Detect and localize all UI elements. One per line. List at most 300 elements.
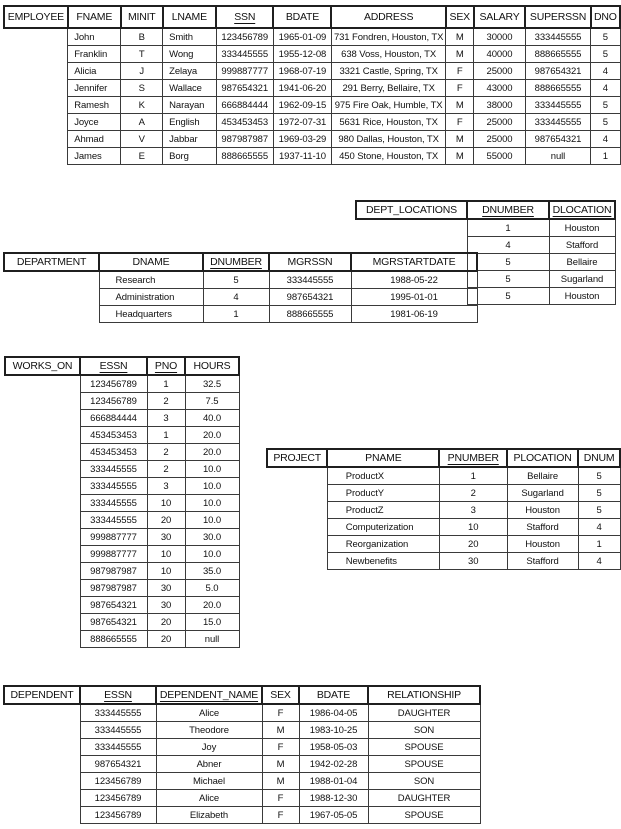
dependent-cell-essn: 123456789 (80, 807, 156, 824)
works_on-cell-pno: 30 (147, 529, 185, 546)
dependent-cell-sex: F (262, 807, 299, 824)
column-label: BDATE (316, 689, 351, 701)
label-column-spacer (356, 237, 467, 254)
employee-cell-ssn: 987987987 (216, 131, 273, 148)
employee-cell-lname: Smith (163, 28, 216, 46)
project-column-header-pnumber (439, 449, 507, 467)
employee-cell-lname: Jabbar (163, 131, 216, 148)
label-column-spacer (4, 97, 68, 114)
dependent-cell-dependent_name: Theodore (156, 722, 262, 739)
employee-cell-bdate: 1969-03-29 (273, 131, 331, 148)
dependent-cell-bdate: 1958-05-03 (299, 739, 368, 756)
employee-cell-salary: 55000 (474, 148, 526, 165)
label-column-spacer (4, 63, 68, 80)
employee-cell-minit: V (121, 131, 163, 148)
project-row (267, 485, 620, 502)
label-column-spacer (5, 495, 80, 512)
works_on-cell-pno: 2 (147, 393, 185, 410)
employee-cell-lname: Wong (163, 46, 216, 63)
employee-cell-ssn: 453453453 (216, 114, 273, 131)
employee-cell-dno: 5 (591, 28, 620, 46)
primary-key-column-label: DNUMBER (210, 256, 262, 268)
dependent-table-name: DEPENDENT (4, 686, 80, 704)
department-relation-table (3, 252, 478, 323)
dept_locations-cell-dlocation: Bellaire (549, 254, 615, 271)
department-cell-dname: Administration (99, 289, 203, 306)
dependent-cell-bdate: 1967-05-05 (299, 807, 368, 824)
employee-column-header-sex (446, 6, 474, 28)
employee-cell-lname: Wallace (163, 80, 216, 97)
works_on-cell-essn: 333445555 (80, 495, 147, 512)
dependent-cell-dependent_name: Joy (156, 739, 262, 756)
works_on-cell-pno: 3 (147, 478, 185, 495)
employee-cell-salary: 25000 (474, 131, 526, 148)
column-label: RELATIONSHIP (387, 689, 461, 701)
employee-cell-minit: E (121, 148, 163, 165)
label-column-spacer (5, 478, 80, 495)
label-column-spacer (5, 597, 80, 614)
works_on-table-name: WORKS_ON (5, 357, 80, 375)
department-cell-dnumber: 1 (203, 306, 269, 323)
dependent-cell-essn: 333445555 (80, 739, 156, 756)
label-column-spacer (267, 536, 327, 553)
employee-column-header-salary (474, 6, 526, 28)
dept_locations-column-header-dnumber (467, 201, 549, 219)
department-cell-dnumber: 5 (203, 271, 269, 289)
column-label: LNAME (171, 11, 207, 23)
dependent-cell-sex: M (262, 722, 299, 739)
employee-cell-lname: Zelaya (163, 63, 216, 80)
label-column-spacer (5, 461, 80, 478)
dependent-table (3, 685, 481, 824)
employee-column-header-dno (591, 6, 620, 28)
employee-cell-address: 3321 Castle, Spring, TX (331, 63, 445, 80)
employee-cell-dno: 4 (591, 63, 620, 80)
employee-cell-superssn: 333445555 (525, 28, 590, 46)
works_on-cell-hours: 15.0 (185, 614, 239, 631)
employee-cell-sex: F (446, 80, 474, 97)
works_on-row (5, 631, 239, 648)
dept_locations-table-name: DEPT_LOCATIONS (356, 201, 467, 219)
label-column-spacer (4, 790, 80, 807)
employee-cell-sex: M (446, 28, 474, 46)
employee-cell-bdate: 1962-09-15 (273, 97, 331, 114)
dependent-row (4, 704, 480, 722)
works_on-row (5, 495, 239, 512)
label-column-spacer (5, 614, 80, 631)
dependent-column-header-essn (80, 686, 156, 704)
works_on-cell-essn: 123456789 (80, 393, 147, 410)
works_on-cell-pno: 1 (147, 427, 185, 444)
project-cell-pname: Reorganization (327, 536, 439, 553)
employee-cell-fname: John (68, 28, 121, 46)
department-cell-mgrstartdate: 1995-01-01 (351, 289, 477, 306)
label-column-spacer (4, 722, 80, 739)
dept_locations-cell-dnumber: 4 (467, 237, 549, 254)
works_on-cell-essn: 333445555 (80, 478, 147, 495)
label-column-spacer (4, 289, 99, 306)
label-column-spacer (4, 114, 68, 131)
employee-cell-sex: M (446, 97, 474, 114)
employee-cell-fname: Joyce (68, 114, 121, 131)
label-column-spacer (4, 773, 80, 790)
works_on-cell-essn: 987987987 (80, 563, 147, 580)
works_on-cell-hours: 5.0 (185, 580, 239, 597)
employee-cell-address: 5631 Rice, Houston, TX (331, 114, 445, 131)
works_on-row (5, 410, 239, 427)
employee-cell-dno: 5 (591, 97, 620, 114)
dept_locations-cell-dnumber: 5 (467, 254, 549, 271)
dependent-column-header-sex (262, 686, 299, 704)
dependent-cell-sex: F (262, 739, 299, 756)
project-row (267, 519, 620, 536)
project-row (267, 502, 620, 519)
employee-cell-bdate: 1968-07-19 (273, 63, 331, 80)
column-label: SEX (449, 11, 470, 23)
employee-cell-salary: 38000 (474, 97, 526, 114)
works_on-row (5, 512, 239, 529)
employee-column-header-ssn (216, 6, 273, 28)
dependent-cell-relationship: SPOUSE (368, 807, 480, 824)
employee-cell-sex: M (446, 148, 474, 165)
project-column-header-plocation (507, 449, 578, 467)
employee-cell-address: 731 Fondren, Houston, TX (331, 28, 445, 46)
works_on-cell-hours: 10.0 (185, 546, 239, 563)
employee-cell-salary: 25000 (474, 63, 526, 80)
works_on-row (5, 546, 239, 563)
works_on-cell-pno: 30 (147, 597, 185, 614)
column-label: MINIT (127, 11, 156, 23)
department-table-name: DEPARTMENT (4, 253, 99, 271)
employee-cell-bdate: 1937-11-10 (273, 148, 331, 165)
label-column-spacer (267, 485, 327, 502)
dept_locations-cell-dnumber: 5 (467, 288, 549, 305)
works_on-column-header-hours (185, 357, 239, 375)
department-row (4, 271, 477, 289)
employee-relation-table (3, 5, 621, 165)
employee-cell-dno: 5 (591, 114, 620, 131)
works_on-row (5, 529, 239, 546)
column-label: HOURS (193, 360, 231, 372)
label-column-spacer (267, 553, 327, 570)
label-column-spacer (4, 80, 68, 97)
works_on-cell-pno: 30 (147, 580, 185, 597)
employee-cell-bdate: 1955-12-08 (273, 46, 331, 63)
dependent-cell-dependent_name: Alice (156, 704, 262, 722)
label-column-spacer (5, 427, 80, 444)
department-column-header-mgrssn (269, 253, 351, 271)
project-cell-plocation: Houston (507, 502, 578, 519)
project-column-header-dnum (578, 449, 620, 467)
dependent-cell-relationship: SON (368, 722, 480, 739)
works_on-cell-pno: 10 (147, 546, 185, 563)
works_on-cell-hours: 10.0 (185, 461, 239, 478)
employee-table (3, 5, 621, 165)
employee-row (4, 114, 620, 131)
employee-cell-ssn: 888665555 (216, 148, 273, 165)
employee-cell-minit: A (121, 114, 163, 131)
dependent-cell-essn: 333445555 (80, 704, 156, 722)
works_on-cell-essn: 666884444 (80, 410, 147, 427)
department-cell-mgrssn: 333445555 (269, 271, 351, 289)
employee-cell-address: 980 Dallas, Houston, TX (331, 131, 445, 148)
dependent-column-header-bdate (299, 686, 368, 704)
primary-key-column-label: DNUMBER (482, 204, 534, 216)
primary-key-column-label: ESSN (99, 360, 128, 372)
employee-cell-salary: 25000 (474, 114, 526, 131)
works_on-table (4, 356, 240, 648)
works_on-cell-hours: 7.5 (185, 393, 239, 410)
label-column-spacer (5, 529, 80, 546)
primary-key-column-label: ESSN (104, 689, 132, 701)
label-column-spacer (5, 444, 80, 461)
works_on-cell-essn: 888665555 (80, 631, 147, 648)
project-cell-pnumber: 1 (439, 467, 507, 485)
employee-column-header-address (331, 6, 445, 28)
dependent-cell-relationship: SON (368, 773, 480, 790)
employee-cell-ssn: 666884444 (216, 97, 273, 114)
column-label: DNUM (583, 452, 615, 464)
works_on-row (5, 393, 239, 410)
project-cell-pname: Newbenefits (327, 553, 439, 570)
label-column-spacer (4, 131, 68, 148)
works_on-row (5, 478, 239, 495)
department-cell-mgrssn: 888665555 (269, 306, 351, 323)
primary-key-column-label: PNUMBER (447, 452, 499, 464)
dependent-cell-bdate: 1988-01-04 (299, 773, 368, 790)
works_on-cell-hours: 10.0 (185, 495, 239, 512)
dept_locations-cell-dlocation: Stafford (549, 237, 615, 254)
employee-cell-bdate: 1965-01-09 (273, 28, 331, 46)
dept_locations-cell-dlocation: Sugarland (549, 271, 615, 288)
label-column-spacer (356, 219, 467, 237)
dependent-cell-relationship: DAUGHTER (368, 704, 480, 722)
works_on-cell-essn: 987654321 (80, 597, 147, 614)
label-column-spacer (4, 46, 68, 63)
works_on-row (5, 580, 239, 597)
project-cell-pname: Computerization (327, 519, 439, 536)
employee-column-header-fname (68, 6, 121, 28)
works_on-row (5, 597, 239, 614)
works_on-column-header-essn (80, 357, 147, 375)
works_on-cell-hours: 20.0 (185, 597, 239, 614)
works_on-cell-hours: 20.0 (185, 427, 239, 444)
works_on-cell-essn: 453453453 (80, 444, 147, 461)
works_on-cell-pno: 2 (147, 444, 185, 461)
project-cell-pnumber: 3 (439, 502, 507, 519)
employee-cell-ssn: 333445555 (216, 46, 273, 63)
employee-cell-salary: 40000 (474, 46, 526, 63)
employee-cell-ssn: 999887777 (216, 63, 273, 80)
employee-cell-dno: 4 (591, 131, 620, 148)
project-column-header-pname (327, 449, 439, 467)
project-cell-dnum: 4 (578, 553, 620, 570)
department-cell-dname: Research (99, 271, 203, 289)
dependent-cell-bdate: 1986-04-05 (299, 704, 368, 722)
label-column-spacer (5, 546, 80, 563)
dependent-cell-relationship: DAUGHTER (368, 790, 480, 807)
primary-key-column-label: SSN (234, 11, 256, 23)
dependent-cell-relationship: SPOUSE (368, 756, 480, 773)
employee-cell-bdate: 1972-07-31 (273, 114, 331, 131)
employee-row (4, 148, 620, 165)
employee-cell-fname: Alicia (68, 63, 121, 80)
label-column-spacer (4, 704, 80, 722)
label-column-spacer (5, 512, 80, 529)
works-on-relation-table (4, 356, 240, 648)
works_on-column-header-pno (147, 357, 185, 375)
label-column-spacer (4, 28, 68, 46)
employee-cell-sex: M (446, 131, 474, 148)
works_on-cell-hours: 40.0 (185, 410, 239, 427)
works_on-cell-essn: 999887777 (80, 546, 147, 563)
employee-row (4, 63, 620, 80)
employee-cell-dno: 5 (591, 46, 620, 63)
project-cell-dnum: 5 (578, 502, 620, 519)
department-cell-mgrstartdate: 1988-05-22 (351, 271, 477, 289)
project-cell-pnumber: 2 (439, 485, 507, 502)
employee-table-name: EMPLOYEE (4, 6, 68, 28)
employee-cell-superssn: 888665555 (525, 46, 590, 63)
dependent-cell-bdate: 1942-02-28 (299, 756, 368, 773)
department-cell-mgrstartdate: 1981-06-19 (351, 306, 477, 323)
employee-cell-sex: M (446, 46, 474, 63)
employee-cell-dno: 1 (591, 148, 620, 165)
label-column-spacer (267, 467, 327, 485)
employee-cell-bdate: 1941-06-20 (273, 80, 331, 97)
dependent-cell-sex: M (262, 756, 299, 773)
employee-cell-salary: 30000 (474, 28, 526, 46)
employee-cell-superssn: 987654321 (525, 63, 590, 80)
column-label: MGRSSN (287, 256, 333, 268)
label-column-spacer (5, 410, 80, 427)
works_on-cell-hours: 10.0 (185, 478, 239, 495)
works_on-cell-essn: 123456789 (80, 375, 147, 393)
employee-row (4, 46, 620, 63)
dependent-column-header-relationship (368, 686, 480, 704)
project-cell-plocation: Houston (507, 536, 578, 553)
employee-cell-lname: Borg (163, 148, 216, 165)
project-row (267, 553, 620, 570)
works_on-row (5, 375, 239, 393)
employee-row (4, 28, 620, 46)
employee-cell-fname: Ramesh (68, 97, 121, 114)
employee-cell-minit: B (121, 28, 163, 46)
primary-key-column-label: PNO (154, 360, 178, 372)
dependent-cell-dependent_name: Abner (156, 756, 262, 773)
dept_locations-row (356, 237, 615, 254)
dependent-column-header-dependent_name (156, 686, 262, 704)
dept_locations-cell-dnumber: 5 (467, 271, 549, 288)
works_on-cell-essn: 999887777 (80, 529, 147, 546)
label-column-spacer (5, 375, 80, 393)
dependent-row (4, 807, 480, 824)
dependent-cell-sex: M (262, 773, 299, 790)
dependent-cell-sex: F (262, 704, 299, 722)
works_on-cell-pno: 20 (147, 631, 185, 648)
works_on-cell-pno: 10 (147, 563, 185, 580)
employee-cell-minit: J (121, 63, 163, 80)
works_on-cell-essn: 453453453 (80, 427, 147, 444)
project-relation-table (266, 448, 621, 570)
employee-cell-address: 450 Stone, Houston, TX (331, 148, 445, 165)
works_on-cell-pno: 20 (147, 614, 185, 631)
project-cell-dnum: 5 (578, 485, 620, 502)
dependent-row (4, 722, 480, 739)
dept_locations-column-header-dlocation (549, 201, 615, 219)
employee-cell-sex: F (446, 114, 474, 131)
label-column-spacer (5, 393, 80, 410)
works_on-cell-hours: 35.0 (185, 563, 239, 580)
dependent-row (4, 756, 480, 773)
department-row (4, 289, 477, 306)
label-column-spacer (267, 519, 327, 536)
employee-cell-minit: T (121, 46, 163, 63)
works_on-row (5, 614, 239, 631)
employee-cell-address: 975 Fire Oak, Humble, TX (331, 97, 445, 114)
dependent-row (4, 773, 480, 790)
employee-row (4, 97, 620, 114)
employee-cell-address: 638 Voss, Houston, TX (331, 46, 445, 63)
project-cell-pname: ProductZ (327, 502, 439, 519)
employee-cell-minit: S (121, 80, 163, 97)
column-label: SEX (270, 689, 291, 701)
primary-key-column-label: DLOCATION (552, 204, 612, 216)
column-label: DNAME (132, 256, 170, 268)
works_on-row (5, 461, 239, 478)
works_on-cell-pno: 10 (147, 495, 185, 512)
project-cell-plocation: Stafford (507, 519, 578, 536)
dependent-cell-dependent_name: Elizabeth (156, 807, 262, 824)
project-cell-dnum: 4 (578, 519, 620, 536)
column-label: PNAME (365, 452, 402, 464)
works_on-cell-pno: 1 (147, 375, 185, 393)
employee-cell-fname: Ahmad (68, 131, 121, 148)
dept_locations-cell-dnumber: 1 (467, 219, 549, 237)
dependent-cell-dependent_name: Michael (156, 773, 262, 790)
dependent-cell-relationship: SPOUSE (368, 739, 480, 756)
department-cell-mgrssn: 987654321 (269, 289, 351, 306)
employee-cell-sex: F (446, 63, 474, 80)
employee-cell-superssn: 333445555 (525, 114, 590, 131)
label-column-spacer (267, 502, 327, 519)
dependent-cell-bdate: 1988-12-30 (299, 790, 368, 807)
dependent-cell-essn: 123456789 (80, 790, 156, 807)
department-cell-dname: Headquarters (99, 306, 203, 323)
employee-column-header-bdate (273, 6, 331, 28)
dependent-cell-essn: 333445555 (80, 722, 156, 739)
dept_locations-row (356, 219, 615, 237)
works_on-cell-hours: null (185, 631, 239, 648)
employee-cell-lname: English (163, 114, 216, 131)
column-label: SUPERSSN (529, 11, 587, 23)
project-cell-pnumber: 30 (439, 553, 507, 570)
works_on-cell-essn: 333445555 (80, 461, 147, 478)
works_on-cell-essn: 987654321 (80, 614, 147, 631)
works_on-cell-pno: 2 (147, 461, 185, 478)
dept_locations-cell-dlocation: Houston (549, 219, 615, 237)
label-column-spacer (4, 739, 80, 756)
project-cell-dnum: 1 (578, 536, 620, 553)
works_on-cell-hours: 20.0 (185, 444, 239, 461)
department-row (4, 306, 477, 323)
project-row (267, 536, 620, 553)
employee-cell-superssn: 888665555 (525, 80, 590, 97)
label-column-spacer (5, 631, 80, 648)
works_on-cell-hours: 30.0 (185, 529, 239, 546)
department-cell-dnumber: 4 (203, 289, 269, 306)
label-column-spacer (4, 756, 80, 773)
